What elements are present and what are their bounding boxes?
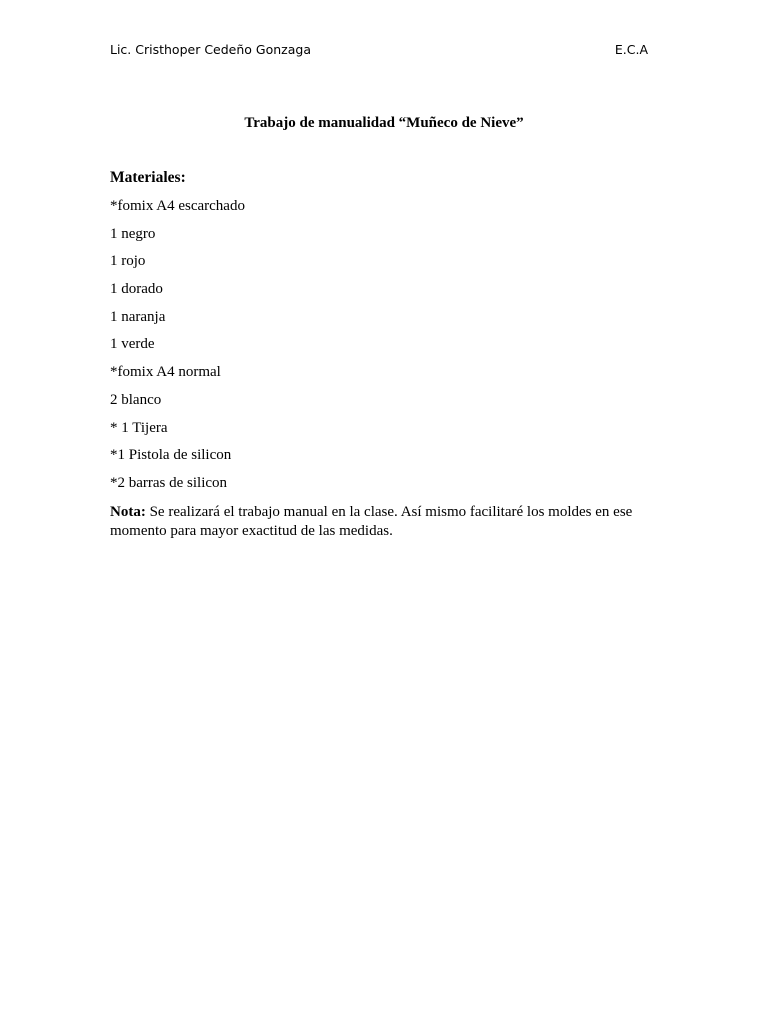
list-item: * 1 Tijera [110, 419, 168, 436]
list-item: 1 verde [110, 336, 155, 353]
list-item: *2 barras de silicon [110, 474, 228, 491]
list-item: 1 dorado [110, 281, 163, 298]
list-item: 1 naranja [110, 308, 166, 325]
materials-list [110, 197, 245, 502]
note-paragraph [110, 503, 658, 540]
list-item: 1 negro [110, 225, 156, 242]
list-item: *fomix A4 escarchado [110, 198, 245, 214]
header-author: Lic. Cristhoper Cedeño Gonzaga [110, 42, 311, 57]
header-code: E.C.A [614, 42, 648, 57]
document-title: Trabajo de manualidad “Muñeco de Nieve” [244, 115, 524, 131]
page-header [110, 42, 648, 58]
note-label: Nota: [110, 504, 146, 520]
list-item: 1 rojo [110, 253, 146, 270]
list-item: *fomix A4 normal [110, 364, 221, 381]
list-item: 2 blanco [110, 391, 162, 408]
note-text: Se realizará el trabajo manual en la clase. Así mismo facilitaré los moldes en ese momento para mayor exactitud de las medidas. [110, 504, 633, 539]
list-item: *1 Pistola de silicon [110, 447, 232, 464]
materials-heading: Materiales: [110, 169, 186, 186]
